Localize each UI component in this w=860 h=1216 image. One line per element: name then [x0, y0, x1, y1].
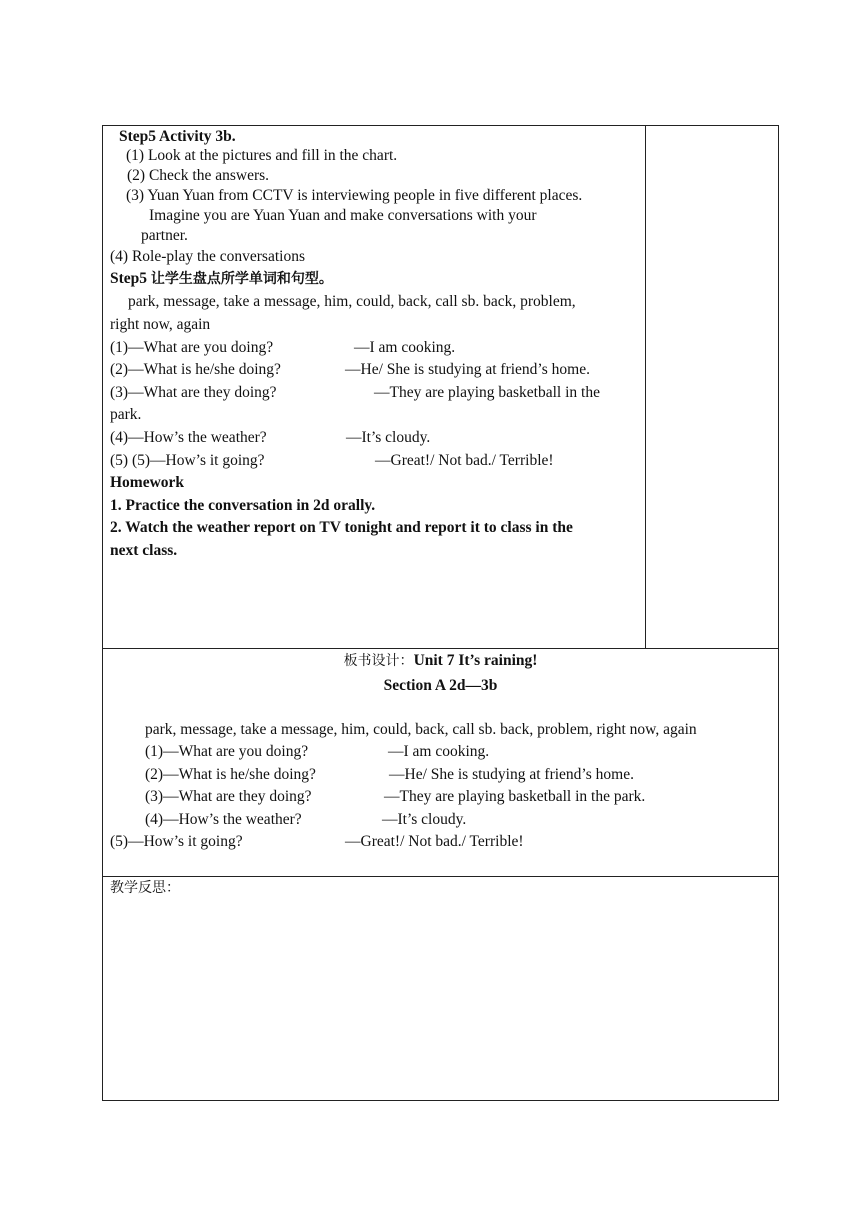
- step5-item: (2) Check the answers.: [127, 167, 270, 184]
- row-divider: [103, 876, 778, 877]
- dialogue-answer: —He/ She is studying at friend’s home.: [345, 361, 590, 378]
- review-title-cn: 让学生盘点所学单词和句型。: [150, 271, 333, 287]
- board-dialogue-answer: —I am cooking.: [388, 743, 490, 760]
- step5-item: (3) Yuan Yuan from CCTV is interviewing people in five different places.: [126, 187, 583, 204]
- homework-item: next class.: [110, 542, 178, 559]
- homework-item: 2. Watch the weather report on TV tonight and report it to class in the: [110, 519, 573, 536]
- board-dialogue-question: (1)—What are you doing?: [145, 743, 309, 760]
- dialogue-answer: —It’s cloudy.: [346, 429, 431, 446]
- dialogue-answer: —I am cooking.: [354, 339, 456, 356]
- step5-item: partner.: [141, 227, 188, 244]
- dialogue-question: (1)—What are you doing?: [110, 339, 274, 356]
- vocab-line: park, message, take a message, him, could, back, call sb. back, problem,: [128, 293, 576, 310]
- step5-title: Step5 Activity 3b.: [119, 128, 236, 145]
- board-section: Section A 2d—3b: [383, 677, 498, 694]
- homework-title: Homework: [110, 474, 185, 491]
- review-title-en: Step5: [110, 270, 151, 287]
- board-dialogue-answer: —They are playing basketball in the park.: [384, 788, 646, 805]
- dialogue-question: (2)—What is he/she doing?: [110, 361, 281, 378]
- vocab-line: right now, again: [110, 316, 211, 333]
- dialogue-question: (4)—How’s the weather?: [110, 429, 267, 446]
- board-dialogue-question: (2)—What is he/she doing?: [145, 766, 316, 783]
- dialogue-question: park.: [110, 406, 142, 423]
- board-dialogue-question: (4)—How’s the weather?: [145, 811, 302, 828]
- board-dialogue-question: (3)—What are they doing?: [145, 788, 312, 805]
- dialogue-answer: —They are playing basketball in the: [374, 384, 600, 401]
- board-dialogue-question: (5)—How’s it going?: [110, 833, 243, 850]
- board-unit-title: Unit 7 It’s raining!: [413, 652, 538, 669]
- homework-item: 1. Practice the conversation in 2d orally.: [110, 497, 376, 514]
- review-title: [110, 269, 333, 289]
- board-title: [102, 651, 779, 671]
- board-dialogue-answer: —Great!/ Not bad./ Terrible!: [345, 833, 524, 850]
- step5-item: Imagine you are Yuan Yuan and make conversations with your: [149, 207, 537, 224]
- board-dialogue-answer: —It’s cloudy.: [382, 811, 467, 828]
- column-divider: [645, 126, 646, 648]
- step5-item: (1) Look at the pictures and fill in the chart.: [126, 147, 398, 164]
- board-dialogue-answer: —He/ She is studying at friend’s home.: [389, 766, 634, 783]
- dialogue-question: (5) (5)—How’s it going?: [110, 452, 265, 469]
- row-divider: [103, 648, 778, 649]
- reflection-label: 教学反思：: [110, 880, 180, 896]
- step5-item: (4) Role-play the conversations: [110, 248, 305, 265]
- dialogue-answer: —Great!/ Not bad./ Terrible!: [375, 452, 554, 469]
- board-vocab: park, message, take a message, him, could, back, call sb. back, problem, right now, again: [145, 721, 697, 738]
- board-label-cn: 板书设计：: [343, 653, 414, 669]
- dialogue-question: (3)—What are they doing?: [110, 384, 277, 401]
